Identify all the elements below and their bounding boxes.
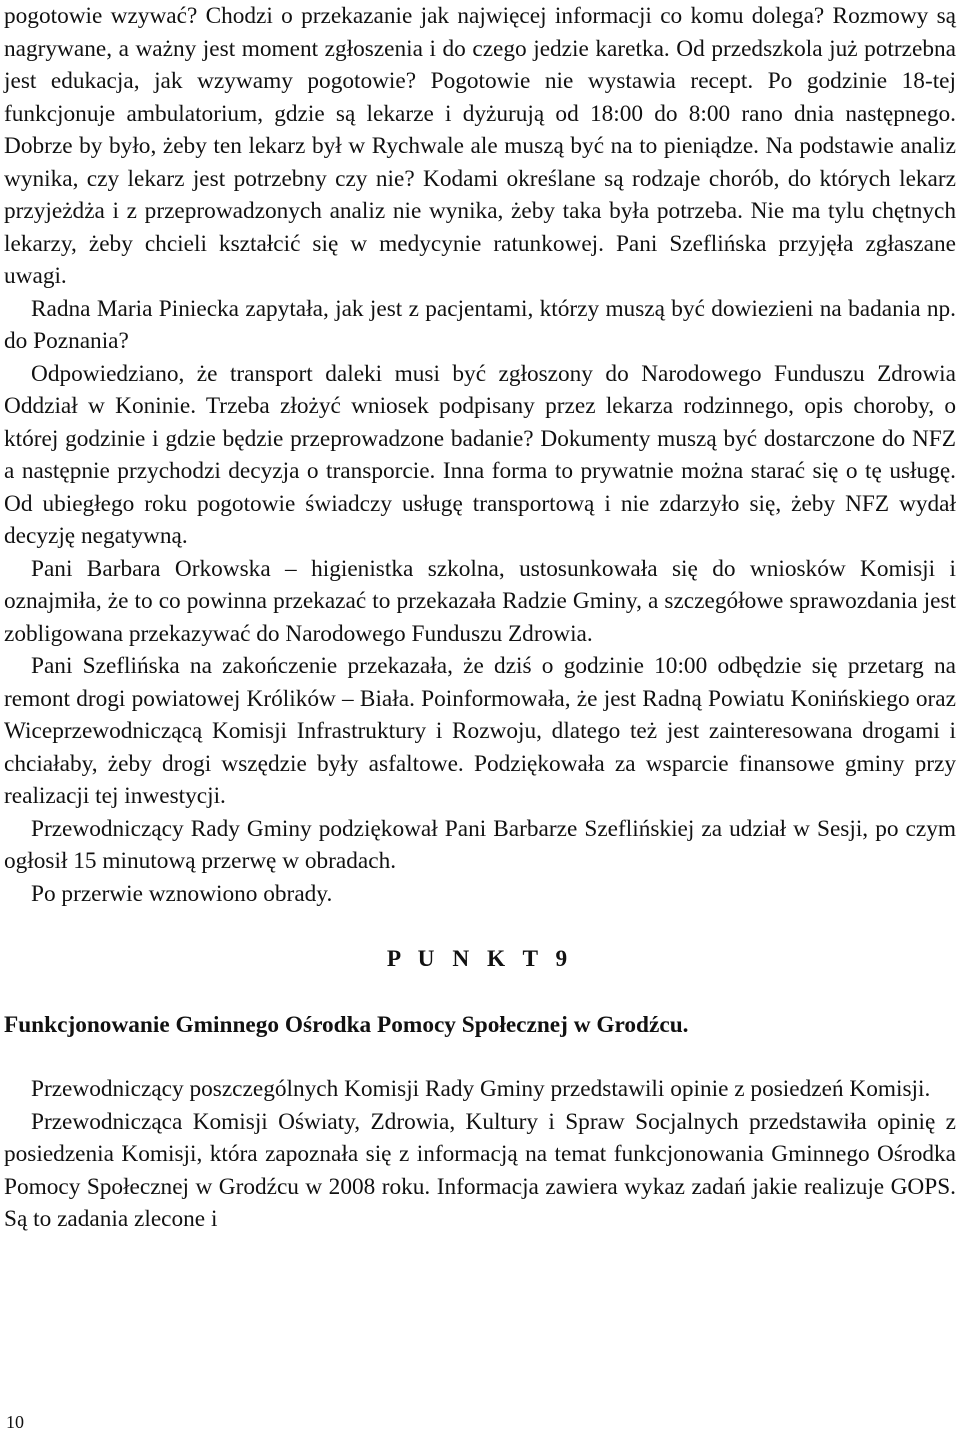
paragraph-ambulance-info: pogotowie wzywać? Chodzi o przekazanie jak najwięcej informacji co komu dolega? Rozmowy są nagrywane, a ważny jest moment zgłoszenia i do czego jedzie karetka. Od przedszkola już potrzebna jest edukacja, jak wzywamy pogotowie? Pogotowie nie wystawia recept. Po godzinie 18-tej funkcjonuje ambulatorium, gdzie są lekarze i dyżurują od 18:00 do 8:00 rano dnia następnego. Dobrze by było, żeby ten lekarz był w Rychwale ale muszą być na to pieniądze. Na podstawie analiz wynika, czy lekarz jest potrzebny czy nie? Kodami określane są rodzaje chorób, do których lekarz przyjeżdża i z przeprowadzonych analiz nie wynika, żeby taka była potrzeba. Nie ma tylu chętnych lekarzy, żeby chcieli kształcić się w medycynie ratunkowej. Pani Szeflińska przyjęła zgłaszane uwagi.: [4, 3, 956, 289]
page-number: 10: [6, 1412, 24, 1432]
paragraph-transport-answer: Odpowiedziano, że transport daleki musi być zgłoszony do Narodowego Funduszu Zdrowia Oddział w Koninie. Trzeba złożyć wniosek podpisany przez lekarza rodzinnego, opis choroby, o której godzinie i gdzie będzie przeprowadzone badanie? Dokumenty muszą być dostarczone do NFZ a następnie przychodzi decyzja o transporcie. Inna forma to prywatnie można starać się o tę usługę. Od ubiegłego roku pogotowie świadczy usługę transportową i nie zdarzyło się, żeby NFZ wydał decyzję negatywną.: [4, 360, 956, 549]
paragraph-chairman-break: Przewodniczący Rady Gminy podziękował Pani Barbarze Szeflińskiej za udział w Sesji, po czym ogłosił 15 minutową przerwę w obradach.: [4, 815, 956, 874]
paragraph-orkowska: Pani Barbara Orkowska – higienistka szkolna, ustosunkowała się do wniosków Komisji i oznajmiła, że to co powinna przekazać to przekazała Radzie Gminy, a szczegółowe sprawozdania jest zobligowana przekazywać do Narodowego Funduszu Zdrowia.: [4, 555, 956, 647]
section-number-heading: P U N K T 9: [386, 946, 574, 972]
paragraph-education-committee: Przewodnicząca Komisji Oświaty, Zdrowia, Kultury i Spraw Socjalnych przedstawiła opinię z posiedzenia Komisji, która zapoznała się z informacją na temat funkcjonowania Gminnego Ośrodka Pomocy Społecznej w Grodźcu w 2008 roku. Informacja zawiera wykaz zadań jakie realizuje GOPS. Są to zadania zlecone i: [4, 1108, 956, 1232]
paragraph-committees-opinions: Przewodniczący poszczególnych Komisji Rady Gminy przedstawili opinie z posiedzeń Komisji.: [31, 1076, 931, 1102]
document-page: [4, 0, 956, 1236]
paragraph-szeflinska-closing: Pani Szeflińska na zakończenie przekazała, że dziś o godzinie 10:00 odbędzie się przetarg na remont drogi powiatowej Królików – Biała. Poinformowała, że jest Radną Powiatu Konińskiego oraz Wiceprzewodniczącą Komisji Infrastruktury i Rozwoju, dlatego też jest zainteresowana drogami i chciałaby, żeby drogi wszędzie były asfaltowe. Podziękowała za wsparcie finansowe gminy przy realizacji tej inwestycji.: [4, 653, 956, 809]
paragraph-question-piniecka: Radna Maria Piniecka zapytała, jak jest z pacjentami, którzy muszą być dowiezieni na badania np. do Poznania?: [4, 295, 956, 354]
section-title: Funkcjonowanie Gminnego Ośrodka Pomocy Społecznej w Grodźcu.: [4, 1011, 689, 1038]
paragraph-resumed: Po przerwie wznowiono obrady.: [31, 880, 333, 907]
